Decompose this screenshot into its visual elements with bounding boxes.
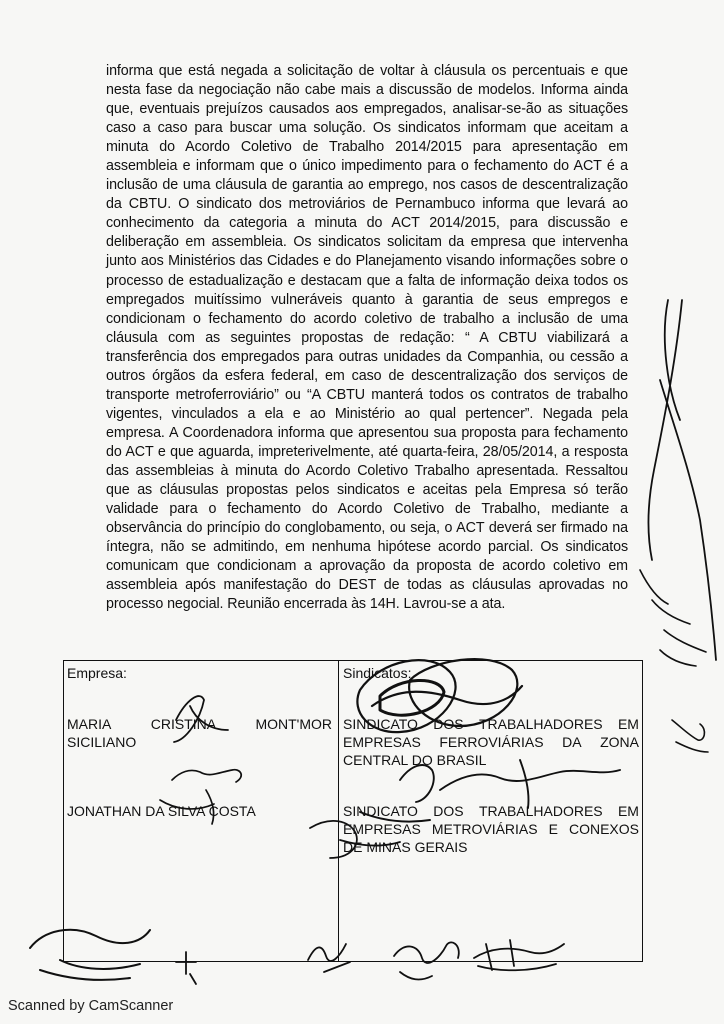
word: MONT'MOR [255, 716, 332, 732]
margin-signature-right [648, 300, 716, 660]
word: DOS [433, 716, 464, 732]
sindicato-1-line-2 [343, 733, 639, 751]
word: EMPRESAS [343, 821, 421, 837]
word: CRISTINA [150, 716, 217, 732]
word: EM [617, 803, 639, 819]
word: DOS [433, 803, 464, 819]
meeting-minutes-paragraph: informa que está negada a solicitação de voltar à cláusula os percentuais e que nesta fase da negociação não cabe mais a discussão de modelos. Informa ainda que, eventuais prejuízos causados aos empregados, analisar-se-ão as situações caso a caso para buscar uma solução. Os sindicatos informam que aceitam a minuta do Acordo Coletivo de Trabalho 2014/2015 para apresentação em assembleia e informam que o único impedimento para o fechamento do ACT é a inclusão de uma cláusula de garantia ao emprego, nos casos de descentralização da CBTU. O sindicato dos metroviários de Pernambuco informa que levará ao conhecimento da categoria a minuta do ACT 2014/2015, para discussão e deliberação em assembleia. Os sindicatos solicitam da empresa que intervenha junto aos Ministérios das Cidades e do Planejamento visando informações sobre o processo de estadualização e destacam que a falta de informação deixa todos os empregados muitíssimo vulneráveis quanto à garantia de seus empregos e condicionam o fechamento do acordo coletivo de trabalho a inclusão de uma cláusula com as seguintes propostas de redação: “ A CBTU viabilizará a transferência dos empregados para outras unidades da Companhia, ou cessão a outros órgãos da esfera federal, em caso de descentralização dos serviços de transporte metroferroviário” ou “A CBTU manterá todos os contratos de trabalho vigentes, vinculados a ela e ao Ministério ao qual pertencer”. Negada pela empresa. A Coordenadora informa que apresentou sua proposta para fechamento do ACT e que aguarda, impreterivelmente, até quarta-feira, 28/05/2014, a resposta das assembleias à minuta do Acordo Coletivo Trabalho apresentada. Ressaltou que as cláusulas propostas pelos sindicatos e aceitas pela Empresa só terão validade para o fechamento do Acordo Coletivo de Trabalho, mediante a observância do princípio do conglobamento, ou seja, o ACT deverá ser firmado na íntegra, não se admitindo, em nenhuma hipótese acordo parcial. Os sindicatos comunicam que condicionam a aprovação da proposta de acordo coletivo em assembleia após manifestação do DEST de todas as cláusulas aprovadas no processo negocial. Reunião encerrada às 14H. Lavrou-se a ata. [106, 63, 628, 613]
margin-initials-lower [672, 720, 708, 752]
empresa-representative-1 [67, 715, 332, 751]
empresa-rep-1-line-1 [67, 715, 332, 733]
word: DA [562, 734, 582, 750]
word: EMPRESAS [343, 734, 421, 750]
empresa-representative-2: JONATHAN DA SILVA COSTA [67, 803, 256, 819]
word: TRABALHADORES [478, 803, 603, 819]
word: EM [617, 716, 639, 732]
sindicato-2-line-3: DE MINAS GERAIS [343, 839, 468, 855]
sindicato-1-line-3: CENTRAL DO BRASIL [343, 752, 487, 768]
sindicato-ferroviarios [343, 715, 639, 769]
margin-initials-right [640, 570, 706, 666]
word: TRABALHADORES [478, 716, 603, 732]
sindicatos-label: Sindicatos: [343, 665, 412, 681]
word: SINDICATO [343, 716, 418, 732]
word: METROVIÁRIAS [431, 821, 538, 837]
empresa-rep-1-line-2: SICILIANO [67, 734, 137, 750]
word: CONEXOS [568, 821, 639, 837]
word: FERROVIÁRIAS [439, 734, 544, 750]
scanner-footer: Scanned by CamScanner [8, 998, 174, 1014]
word: E [548, 821, 558, 837]
word: SINDICATO [343, 803, 418, 819]
table-column-divider [338, 661, 339, 961]
word: MARIA [67, 716, 112, 732]
word: ZONA [600, 734, 639, 750]
sindicato-metroviarios [343, 802, 639, 856]
empresa-label: Empresa: [67, 665, 127, 681]
sindicato-1-line-1 [343, 715, 639, 733]
sindicato-2-line-1 [343, 802, 639, 820]
sindicato-2-line-2 [343, 820, 639, 838]
signature-table [63, 660, 643, 962]
